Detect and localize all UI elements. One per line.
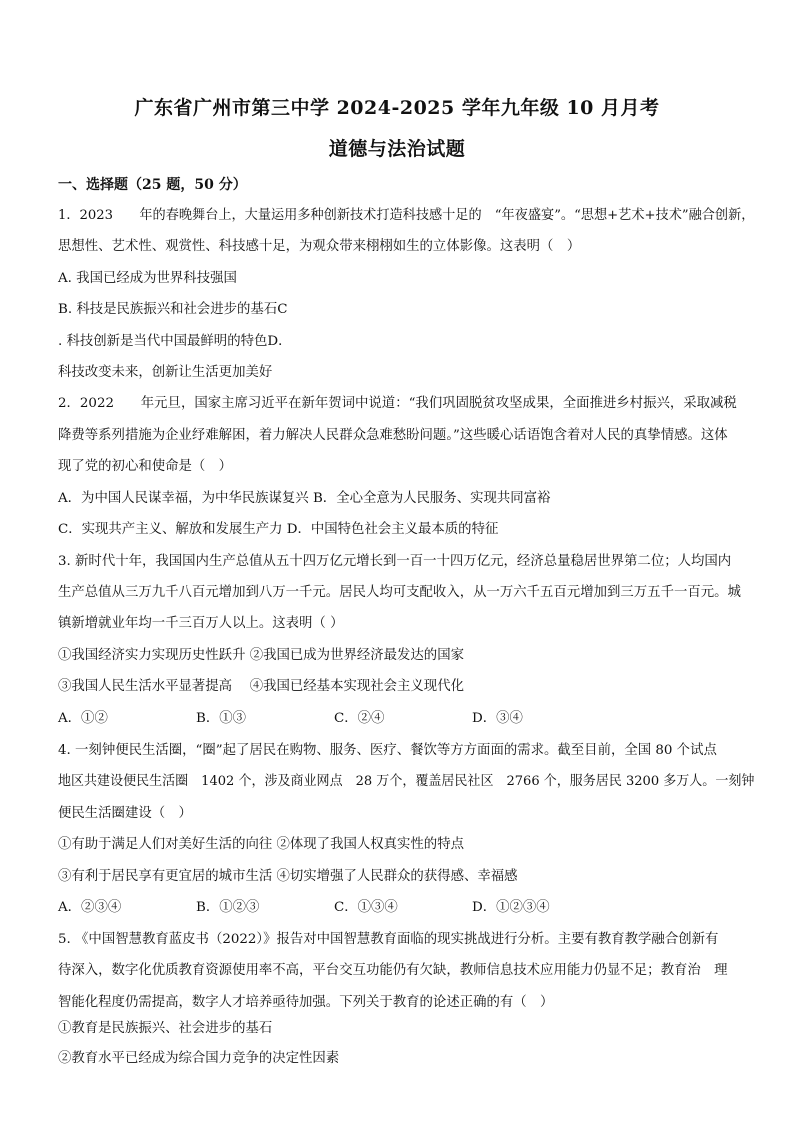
q3-stem-line1: 3. 新时代十年，我国国内生产总值从五十四万亿元增长到一百一十四万亿元，经济总量稳居世界第二位；人均国内 — [58, 554, 732, 569]
q4-option-a: A．②③④ — [58, 900, 122, 915]
exam-title: 广东省广州市第三中学 2024-2025 学年九年级 10 月月考 — [134, 97, 660, 119]
q3-option-c: C．②④ — [334, 711, 385, 726]
q4-statements-1: ①有助于满足人们对美好生活的向往 ②体现了我国人权真实性的特点 — [58, 837, 464, 852]
q1-option-b: B. 科技是民族振兴和社会进步的基石C — [58, 302, 288, 317]
exam-subtitle: 道德与法治试题 — [328, 138, 466, 160]
q4-statements-2: ③有利于居民享有更宜居的城市生活 ④切实增强了人民群众的获得感、幸福感 — [58, 869, 518, 884]
q4-options — [58, 901, 610, 914]
q2-options-cd: C．实现共产主义、解放和发展生产力 D．中国特色社会主义最本质的特征 — [58, 522, 499, 537]
q3-options — [58, 712, 610, 725]
q3-stem-line3: 镇新增就业年均一千三百万人以上。这表明（ ） — [58, 616, 344, 631]
q3-statements-1: ①我国经济实力实现历史性跃升 ②我国已成为世界经济最发达的国家 — [58, 648, 464, 663]
q4-option-b: B．①②③ — [196, 900, 260, 915]
q2-stem-line2: 降费等系列措施为企业纾难解困，着力解决人民群众急难愁盼问题。”这些暖心话语饱含着对人民的真挚情感。这体 — [58, 428, 728, 443]
q1-stem-line2: 思想性、艺术性、观赏性、科技感十足，为观众带来栩栩如生的立体影像。这表明（ ） — [58, 239, 581, 254]
q5-stem-line1: 5. 《中国智慧教育蓝皮书（2022）》报告对中国智慧教育面临的现实挑战进行分析。主要有教育教学融合创新有 — [58, 932, 719, 947]
q4-stem-line2: 地区共建设便民生活圈 1402 个，涉及商业网点 28 万个，覆盖居民社区 2766 个，服务居民 3200 多万人。一刻钟 — [58, 774, 755, 789]
q4-option-c: C．①③④ — [334, 900, 398, 915]
q2-options-ab: A．为中国人民谋幸福，为中华民族谋复兴 B．全心全意为人民服务、实现共同富裕 — [58, 491, 551, 506]
q5-statement-2: ②教育水平已经成为综合国力竞争的决定性因素 — [58, 1051, 340, 1066]
q2-stem-line1: 2．2022 年元旦，国家主席习近平在新年贺词中说道：“我们巩固脱贫攻坚成果，全面推进乡村振兴，采取减税 — [58, 396, 737, 411]
q4-stem-line1: 4. 一刻钟便民生活圈，“圈”起了居民在购物、服务、医疗、餐饮等方方面面的需求。截至目前，全国 80 个试点 — [58, 743, 717, 758]
q5-stem-line3: 智能化程度仍需提高，数字人才培养亟待加强。下列关于教育的论述正确的有（ ） — [58, 995, 554, 1010]
q4-stem-line3: 便民生活圈建设（ ） — [58, 806, 192, 821]
q2-stem-line3: 现了党的初心和使命是（ ） — [58, 459, 233, 474]
q5-stem-line2: 待深入，数字化优质教育资源使用率不高，平台交互功能仍有欠缺，教师信息技术应用能力仍显不足；教育治 理 — [58, 963, 728, 978]
q3-option-a: A．①② — [58, 711, 108, 726]
q1-option-d: 科技改变未来，创新让生活更加美好 — [58, 365, 273, 380]
q4-option-d: D．①②③④ — [472, 900, 550, 915]
q1-option-c: . 科技创新是当代中国最鲜明的特色D． — [58, 334, 292, 349]
q1-option-a: A. 我国已经成为世界科技强国 — [58, 271, 237, 286]
q3-statements-2: ③我国人民生活水平显著提高 ④我国已经基本实现社会主义现代化 — [58, 679, 464, 694]
section-heading: 一、选择题（25 题，50 分） — [58, 177, 247, 193]
q3-option-b: B．①③ — [196, 711, 247, 726]
q3-option-d: D．③④ — [472, 711, 523, 726]
q5-statement-1: ①教育是民族振兴、社会进步的基石 — [58, 1021, 273, 1036]
q3-stem-line2: 生产总值从三万九千八百元增加到八万一千元。居民人均可支配收入，从一万六千五百元增加到三万五千一百元。城 — [58, 585, 741, 600]
q1-stem-line1: 1．2023 年的春晚舞台上，大量运用多种创新技术打造科技感十足的 “年夜盛宴”。“思想+艺术+技术”融合创新， — [58, 208, 755, 223]
